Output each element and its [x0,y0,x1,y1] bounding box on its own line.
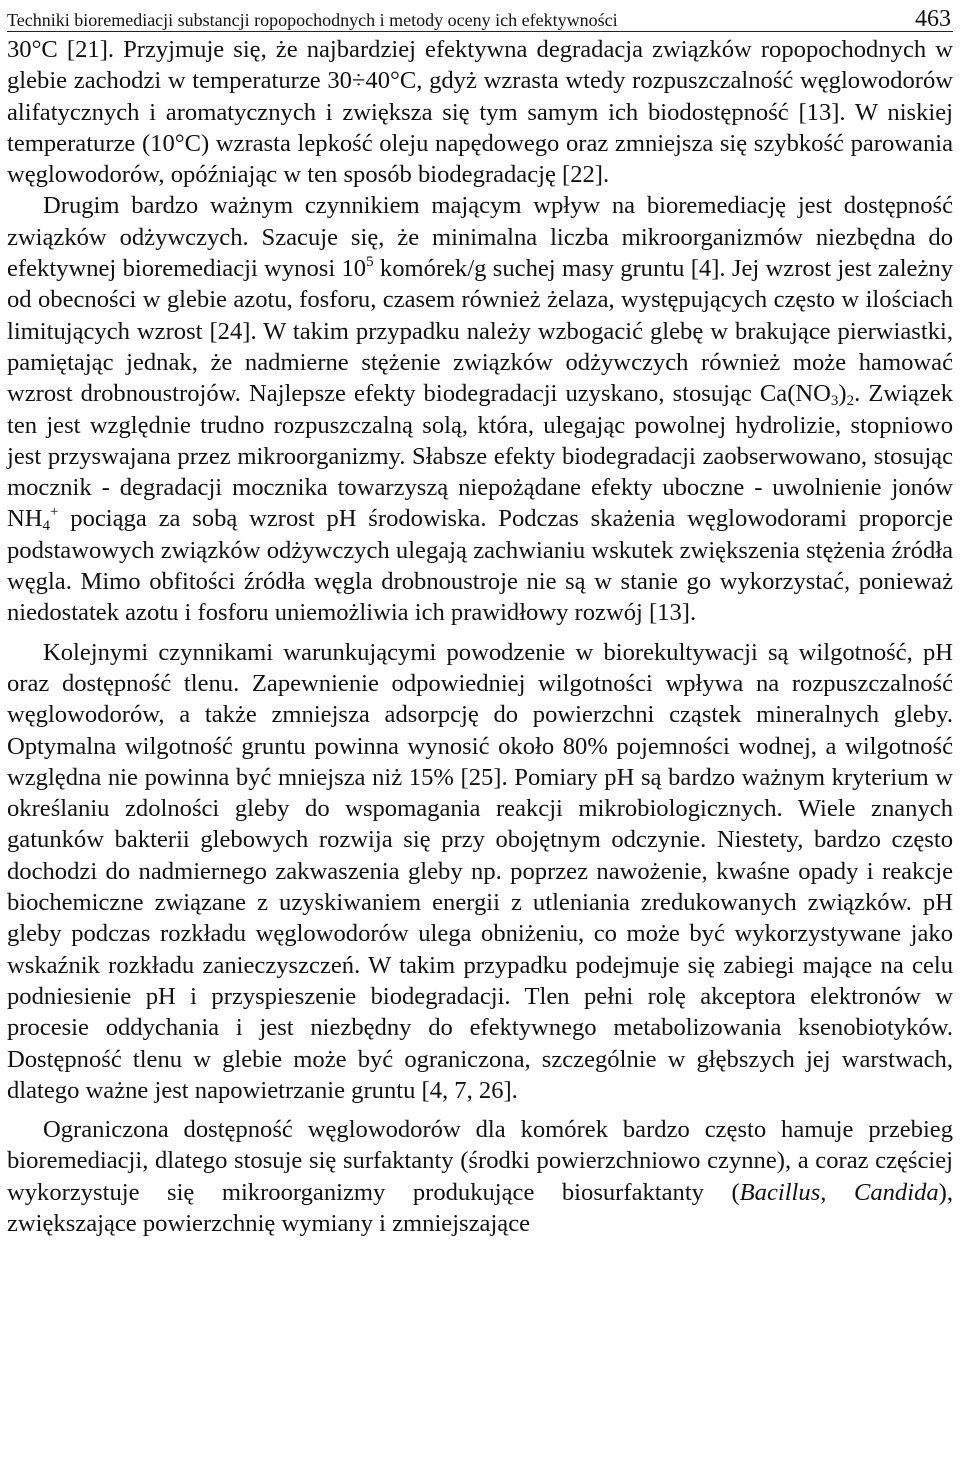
paragraph-4 [7,1114,953,1239]
paragraph-2-text-b: komórek/g suchej masy gruntu [4]. Jej wzrost jest zależny od obecności w glebie azotu, fosforu, czasem również żelaza, występujących często w ilościach limitujących wzrost [24]. W takim przypadku należy wzbogacić glebę w brakujące pierwiastki, pamiętając jednak, że nadmierne stężenie związków odżywczych również może hamować wzrost drobnoustrojów. Najlepsze efekty biodegradacji uzyskano, stosując Ca(NO [7,255,953,408]
body-text [7,34,953,1239]
running-title: Techniki bioremediacji substancji ropopochodnych i metody oceny ich efektywności [7,10,618,30]
exponent: 5 [366,254,374,271]
running-header [7,0,953,32]
page-number: 463 [915,6,951,32]
genus-name: Candida [853,1178,939,1206]
paragraph-2 [7,190,953,628]
paragraph-4-text-b: , [820,1178,854,1206]
subscript: 2 [846,393,855,410]
paragraph-3 [7,637,953,1106]
paragraph-1 [7,34,953,190]
paragraph-4-text-c: ), zwiększające powierzchnię wymiany i zmniejszające [7,1178,954,1237]
paragraph-1-text: 30°C [21]. Przyjmuje się, że najbardziej efektywna degradacja związków ropopochodnych w glebie zachodzi w temperaturze 30÷40°C, gdyż wzrasta wtedy rozpuszczalność węglowodorów alifatycznych i aromatycznych i zwiększa się tym samym ich biodostępność [13]. W niskiej temperaturze (10°C) wzrasta lepkość oleju napędowego oraz zmniejsza się szybkość parowania węglowodorów, opóźniając w ten sposób biodegradację [22]. [7,36,953,189]
genus-name: Bacillus [739,1178,821,1206]
subscript: 3 [830,393,839,410]
document-page [7,0,953,1239]
paragraph-2-text-e: pociąga za sobą wzrost pH środowiska. Podczas skażenia węglowodorami proporcje podstawowych związków odżywczych ulegają zachwianiu wskutek zwiększenia stężenia źródła węgla. Mimo obfitości źródła węgla drobnoustroje nie są w stanie go wykorzystać, ponieważ niedostatek azotu i fosforu uniemożliwia ich prawidłowy rozwój [13]. [7,505,953,627]
subscript: 4 [42,518,51,535]
superscript: + [50,504,59,521]
paragraph-2-text-a: Drugim bardzo ważnym czynnikiem mającym wpływ na bioremediację jest dostępność związków odżywczych. Szacuje się, że minimalna liczba mikroorganizmów niezbędna do efektywnej bioremediacji wynosi 10 [7,192,953,283]
paragraph-2-text-c: ) [838,380,847,408]
paragraph-3-text: Kolejnymi czynnikami warunkującymi powodzenie w biorekultywacji są wilgotność, pH oraz dostępność tlenu. Zapewnienie odpowiedniej wilgotności wpływa na rozpuszczalność węglowodorów, a także zmniejsza adsorpcję do powierzchni cząstek mineralnych gleby. Optymalna wilgotność gruntu powinna wynosić około 80% pojemności wodnej, a wilgotność względna nie powinna być mniejsza niż 15% [25]. Pomiary pH są bardzo ważnym kryterium w określaniu zdolności gleby do wspomagania reakcji mikrobiologicznych. Wiele znanych gatunków bakterii glebowych rozwija się przy obojętnym odczynie. Niestety, bardzo często dochodzi do nadmiernego zakwaszenia gleby np. poprzez nawożenie, kwaśne opady i reakcje biochemiczne związane z uzyskiwaniem energii z utleniania zredukowanych związków. pH gleby podczas rozkładu węglowodorów ulega obniżeniu, co może być wykorzystywane jako wskaźnik rozkładu zanieczyszczeń. W takim przypadku podejmuje się zabiegi mające na celu podniesienie pH i przyspieszenie biodegradacji. Tlen pełni rolę akceptora elektronów w procesie oddychania i jest niezbędny do efektywnego metabolizowania ksenobiotyków. Dostępność tlenu w glebie może być ograniczona, szczególnie w głębszych jej warstwach, dlatego ważne jest napowietrzanie gruntu [4, 7, 26]. [7,638,953,1104]
paragraph-4-text-a: Ograniczona dostępność węglowodorów dla komórek bardzo często hamuje przebieg bioremediacji, dlatego stosuje się surfaktanty (środki powierzchniowo czynne), a coraz częściej wykorzystuje się mikroorganizmy produkujące biosurfaktanty ( [7,1116,953,1206]
paragraph-2-text-d: . Związek ten jest względnie trudno rozpuszczalną solą, która, ulegając powolnej hydrolizie, stopniowo jest przyswajana przez mikroorganizmy. Słabsze efekty biodegradacji zaobserwowano, stosując mocznik - degradacji mocznika towarzyszą niepożądane efekty uboczne - uwolnienie jonów NH [7,380,953,533]
